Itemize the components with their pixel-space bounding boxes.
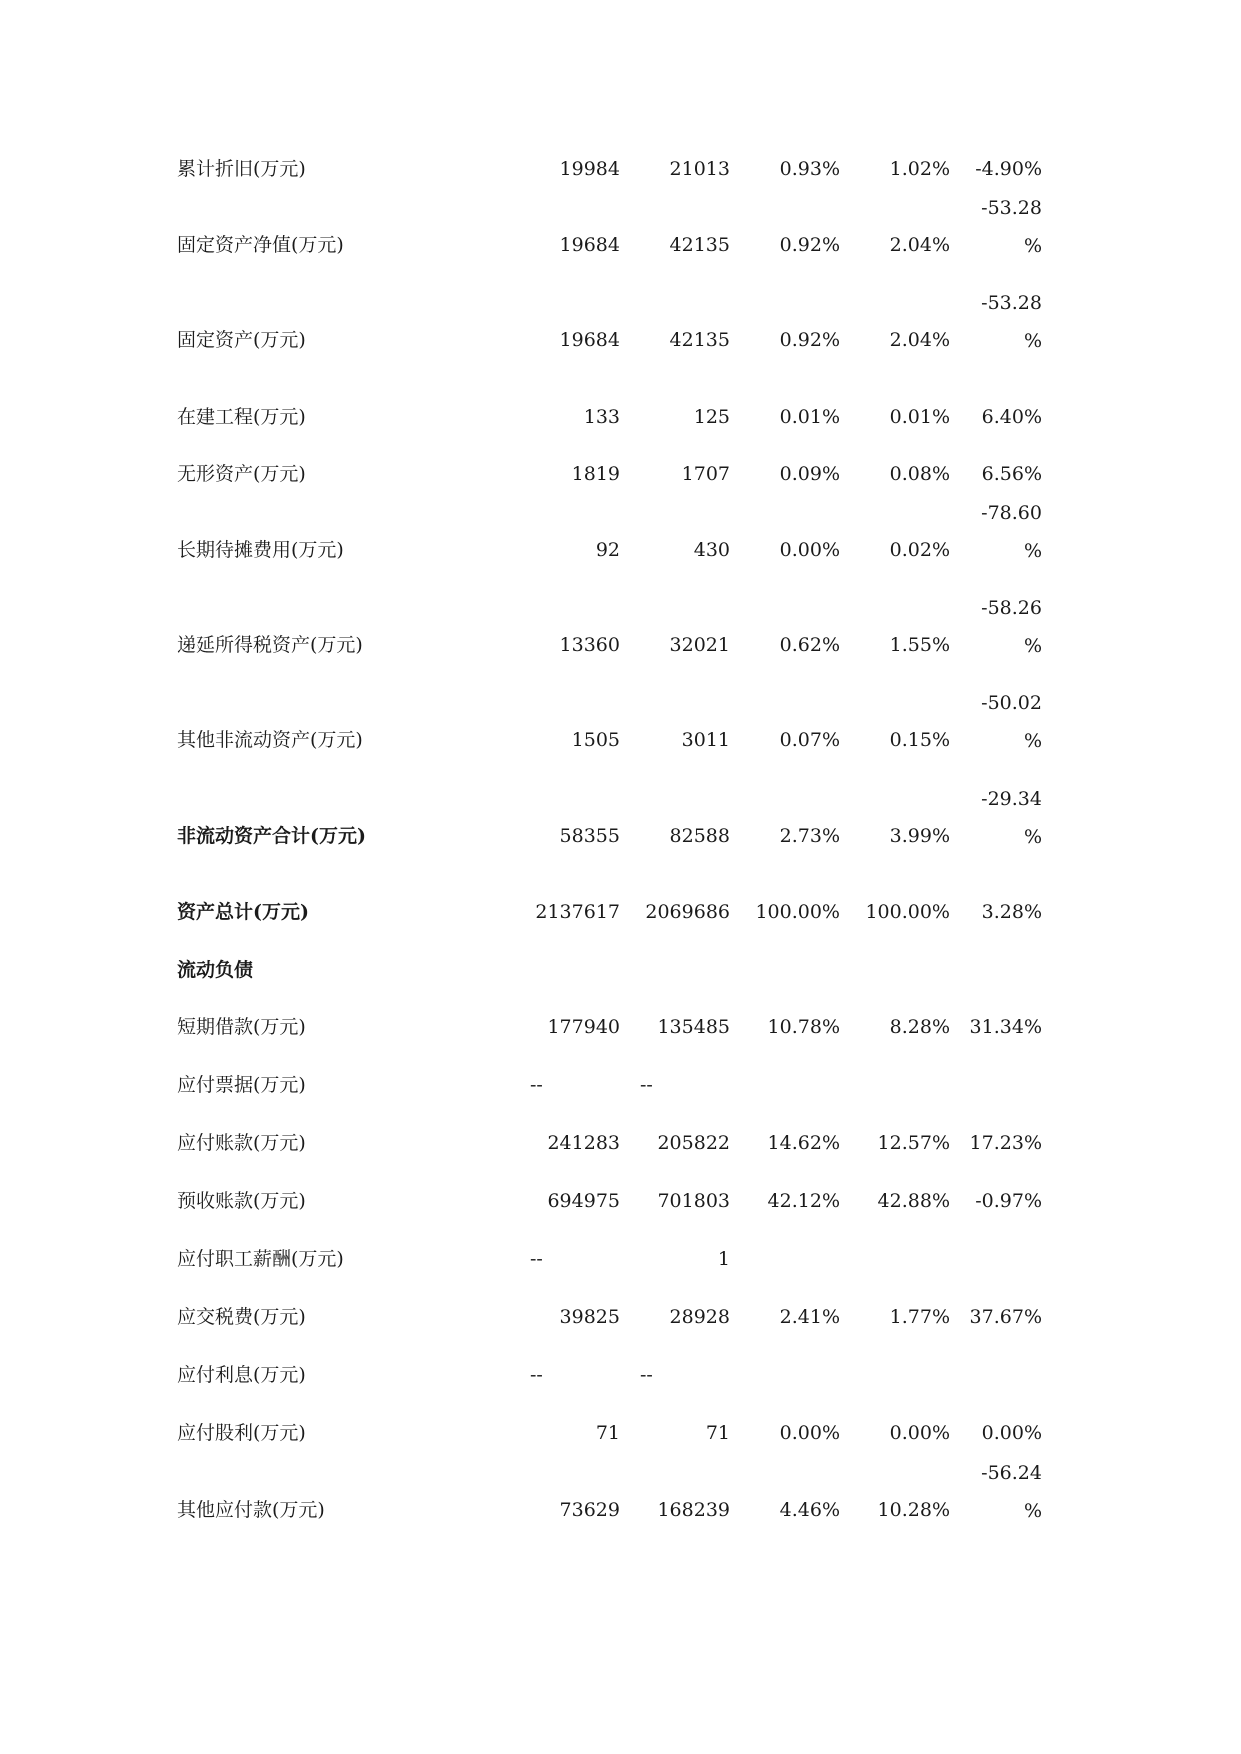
row-label: 非流动资产合计(万元): [177, 825, 366, 847]
value-col-1: 19684: [559, 234, 620, 256]
value-col-3: 0.62%: [779, 634, 840, 656]
row-label: 预收账款(万元): [177, 1190, 306, 1212]
value-col-5: 0.00%: [981, 1422, 1042, 1444]
value-col-1: --: [530, 1364, 543, 1386]
value-col-2: 71: [705, 1422, 730, 1444]
value-col-3: 2.41%: [779, 1306, 840, 1328]
row-label: 应付账款(万元): [177, 1132, 306, 1154]
value-col-5-line-1: -53.28: [981, 292, 1042, 314]
value-col-2: 42135: [669, 329, 730, 351]
value-col-1: --: [530, 1074, 543, 1096]
value-col-5: [962, 284, 1042, 360]
value-col-5-line-1: -29.34: [981, 788, 1042, 810]
value-col-4: 1.02%: [889, 158, 950, 180]
value-col-5-line-2: %: [1023, 1500, 1042, 1522]
value-col-5: [962, 780, 1042, 856]
value-col-2: 42135: [669, 234, 730, 256]
row-label: 递延所得税资产(万元): [177, 634, 363, 656]
value-col-3: 0.92%: [779, 234, 840, 256]
value-col-2: 430: [693, 539, 730, 561]
value-col-1: 19684: [559, 329, 620, 351]
value-col-2: 125: [693, 406, 730, 428]
value-col-2: 135485: [657, 1016, 730, 1038]
value-col-2: 28928: [669, 1306, 730, 1328]
value-col-5: [962, 684, 1042, 760]
value-col-3: 0.07%: [779, 729, 840, 751]
value-col-1: 92: [595, 539, 620, 561]
row-label: 应交税费(万元): [177, 1306, 306, 1328]
value-col-1: 694975: [547, 1190, 620, 1212]
value-col-3: 42.12%: [767, 1190, 840, 1212]
value-col-5-line-1: -78.60: [981, 502, 1042, 524]
row-label: 长期待摊费用(万元): [177, 539, 344, 561]
value-col-5-line-2: %: [1023, 540, 1042, 562]
row-label: 应付股利(万元): [177, 1422, 306, 1444]
value-col-4: 2.04%: [889, 329, 950, 351]
value-col-2: 1707: [681, 463, 730, 485]
value-col-5: 31.34%: [969, 1016, 1042, 1038]
value-col-3: 2.73%: [779, 825, 840, 847]
value-col-4: 100.00%: [865, 901, 950, 923]
value-col-4: 42.88%: [877, 1190, 950, 1212]
value-col-4: 8.28%: [889, 1016, 950, 1038]
value-col-5-line-1: -56.24: [981, 1462, 1042, 1484]
row-label: 资产总计(万元): [177, 901, 309, 923]
value-col-5-line-1: -50.02: [981, 692, 1042, 714]
value-col-4: 0.15%: [889, 729, 950, 751]
value-col-4: 1.55%: [889, 634, 950, 656]
value-col-5-line-1: -58.26: [981, 597, 1042, 619]
value-col-4: 0.01%: [889, 406, 950, 428]
value-col-4: 0.08%: [889, 463, 950, 485]
value-col-1: 73629: [559, 1499, 620, 1521]
value-col-5: [962, 1454, 1042, 1530]
value-col-2: 32021: [669, 634, 730, 656]
value-col-5-line-2: %: [1023, 730, 1042, 752]
value-col-2: 2069686: [645, 901, 730, 923]
value-col-1: 1505: [571, 729, 620, 751]
value-col-5-line-2: %: [1023, 235, 1042, 257]
value-col-5: 6.40%: [981, 406, 1042, 428]
value-col-2: --: [640, 1364, 653, 1386]
value-col-5-line-2: %: [1023, 330, 1042, 352]
value-col-4: 2.04%: [889, 234, 950, 256]
value-col-2: 3011: [681, 729, 730, 751]
value-col-3: 0.00%: [779, 539, 840, 561]
value-col-5: 6.56%: [981, 463, 1042, 485]
value-col-3: 100.00%: [755, 901, 840, 923]
value-col-4: 0.00%: [889, 1422, 950, 1444]
value-col-4: 12.57%: [877, 1132, 950, 1154]
value-col-1: 58355: [559, 825, 620, 847]
row-label: 其他应付款(万元): [177, 1499, 325, 1521]
value-col-1: 19984: [559, 158, 620, 180]
value-col-5-line-2: %: [1023, 635, 1042, 657]
value-col-5: -4.90%: [975, 158, 1042, 180]
value-col-5-line-1: -53.28: [981, 197, 1042, 219]
value-col-2: 1: [717, 1248, 730, 1270]
value-col-5: [962, 589, 1042, 665]
section-heading: 流动负债: [177, 959, 254, 981]
value-col-5: -0.97%: [975, 1190, 1042, 1212]
value-col-3: 14.62%: [767, 1132, 840, 1154]
row-label: 短期借款(万元): [177, 1016, 306, 1038]
value-col-4: 1.77%: [889, 1306, 950, 1328]
value-col-3: 0.00%: [779, 1422, 840, 1444]
value-col-2: 21013: [669, 158, 730, 180]
row-label: 应付利息(万元): [177, 1364, 306, 1386]
value-col-5: 37.67%: [969, 1306, 1042, 1328]
row-label: 在建工程(万元): [177, 406, 306, 428]
value-col-1: 71: [595, 1422, 620, 1444]
row-label: 无形资产(万元): [177, 463, 306, 485]
value-col-5: [962, 189, 1042, 265]
value-col-1: 133: [583, 406, 620, 428]
row-label: 其他非流动资产(万元): [177, 729, 363, 751]
value-col-4: 10.28%: [877, 1499, 950, 1521]
row-label: 累计折旧(万元): [177, 158, 306, 180]
value-col-4: 0.02%: [889, 539, 950, 561]
value-col-2: 82588: [669, 825, 730, 847]
value-col-5-line-2: %: [1023, 826, 1042, 848]
row-label: 固定资产净值(万元): [177, 234, 344, 256]
value-col-3: 4.46%: [779, 1499, 840, 1521]
value-col-3: 0.01%: [779, 406, 840, 428]
value-col-2: 205822: [657, 1132, 730, 1154]
value-col-2: 701803: [657, 1190, 730, 1212]
value-col-2: --: [640, 1074, 653, 1096]
value-col-1: 1819: [571, 463, 620, 485]
row-label: 应付票据(万元): [177, 1074, 306, 1096]
value-col-3: 0.09%: [779, 463, 840, 485]
value-col-4: 3.99%: [889, 825, 950, 847]
value-col-3: 0.92%: [779, 329, 840, 351]
value-col-1: 241283: [547, 1132, 620, 1154]
value-col-1: --: [530, 1248, 543, 1270]
value-col-5: 17.23%: [969, 1132, 1042, 1154]
value-col-3: 10.78%: [767, 1016, 840, 1038]
value-col-1: 177940: [547, 1016, 620, 1038]
value-col-1: 13360: [559, 634, 620, 656]
value-col-1: 2137617: [535, 901, 620, 923]
value-col-5: 3.28%: [981, 901, 1042, 923]
row-label: 固定资产(万元): [177, 329, 306, 351]
value-col-1: 39825: [559, 1306, 620, 1328]
value-col-2: 168239: [657, 1499, 730, 1521]
row-label: 应付职工薪酬(万元): [177, 1248, 344, 1270]
value-col-3: 0.93%: [779, 158, 840, 180]
value-col-5: [962, 494, 1042, 570]
